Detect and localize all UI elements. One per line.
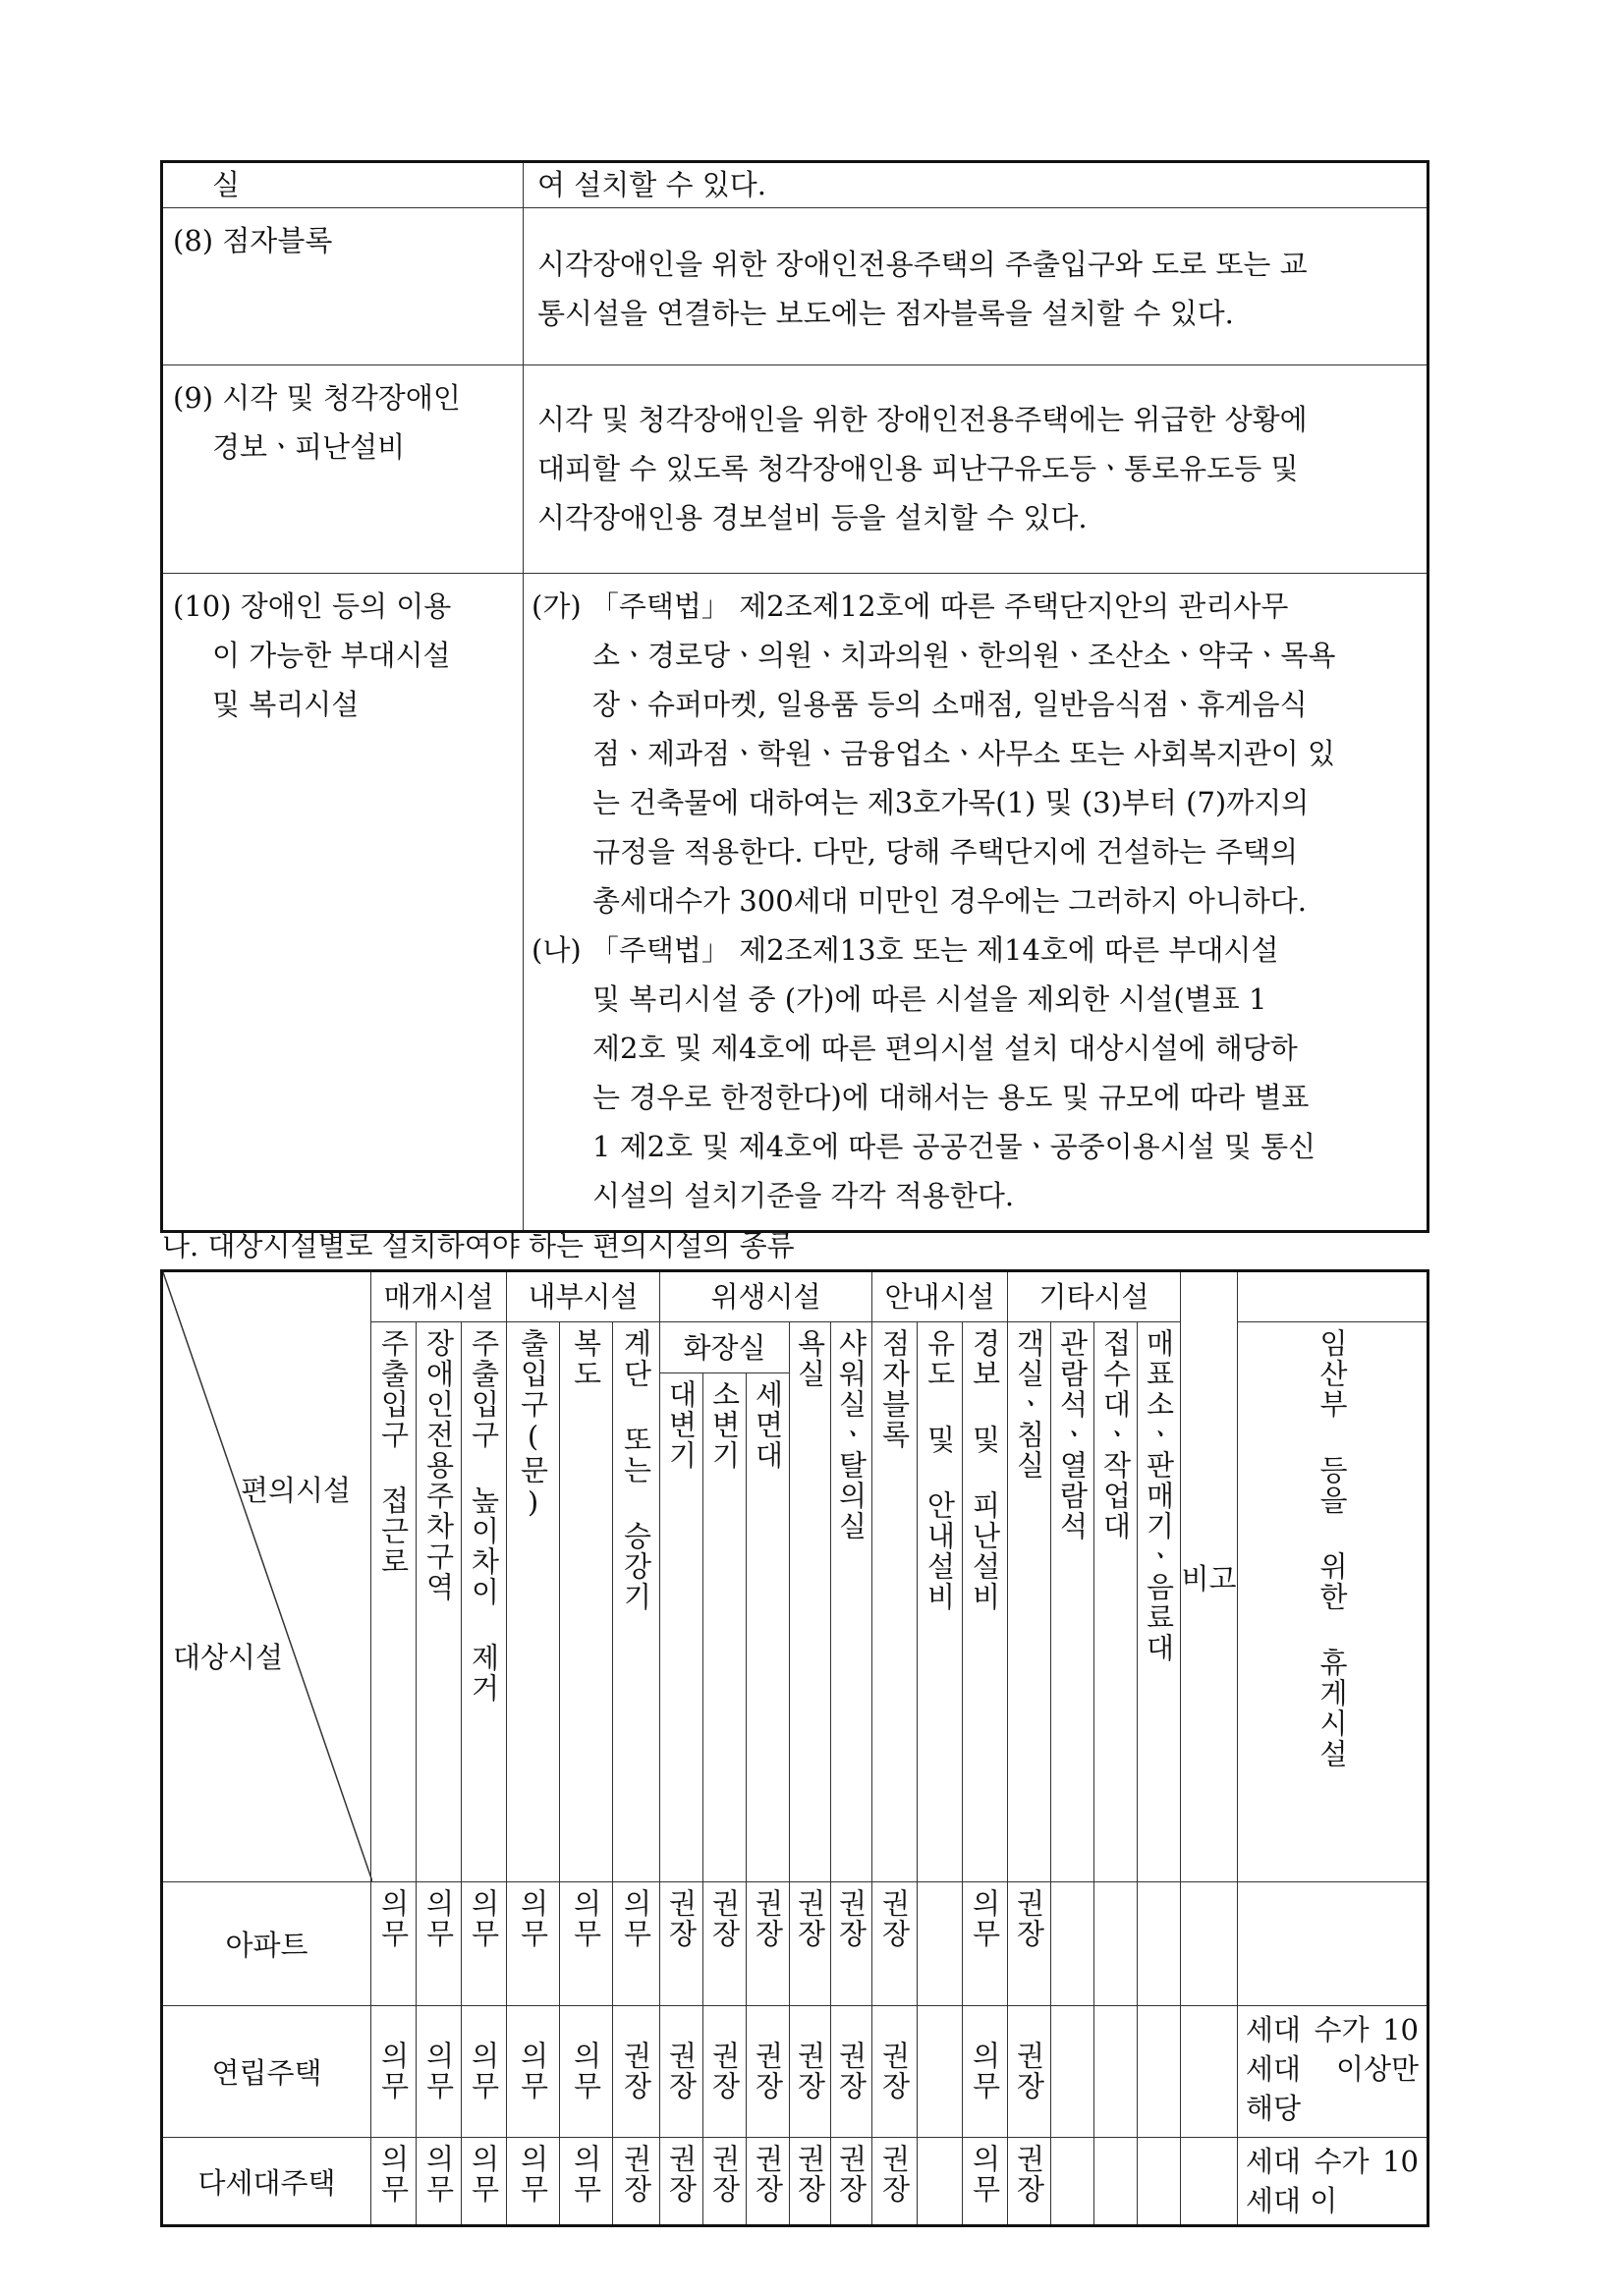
cell [1181, 2138, 1238, 2226]
cell: 권장 [872, 2138, 918, 2226]
group-header: 위생시설 [660, 1271, 872, 1322]
cell: 의무 [371, 1882, 417, 2006]
cell [918, 2006, 963, 2138]
cell [1051, 2006, 1094, 2138]
cell [1051, 1882, 1094, 2006]
cell: 의무 [417, 2138, 462, 2226]
cell [1181, 1882, 1238, 2006]
cell: 권장 [660, 2006, 703, 2138]
col-header: 계단 또는 승강기 [613, 1322, 660, 1882]
cell: 권장 [1008, 1882, 1051, 2006]
row-content [524, 162, 1428, 208]
cell: 의무 [507, 2138, 560, 2226]
col-header: 샤워실ㆍ탈의실 [831, 1322, 872, 1882]
row-label [162, 208, 524, 365]
cell: 의무 [507, 2006, 560, 2138]
cell: 권장 [790, 1882, 831, 2006]
content-line: 총세대수가 300세대 미만인 경우에는 그러하지 아니하다. [592, 884, 1307, 918]
cell: 의무 [462, 1882, 507, 2006]
label-line: 실 [212, 168, 241, 201]
content-line: 대피할 수 있도록 청각장애인용 피난구유도등ㆍ통로유도등 및 [537, 452, 1299, 485]
row-name: 아파트 [162, 1882, 371, 2006]
remark-header [1181, 1271, 1238, 1882]
row-label [162, 574, 524, 1232]
label-line: 이 가능한 부대시설 [212, 639, 451, 672]
col-header: 출입구(문) [507, 1322, 560, 1882]
label-line: (8) 점자블록 [173, 224, 333, 257]
cell: 권장 [747, 2006, 790, 2138]
standards-table [160, 160, 1429, 1233]
content-line: 점ㆍ제과점ㆍ학원ㆍ금융업소ㆍ사무소 또는 사회복지관이 있 [592, 737, 1336, 770]
cell: 의무 [371, 2138, 417, 2226]
cell: 권장 [831, 1882, 872, 2006]
row-name: 다세대주택 [162, 2138, 371, 2226]
group-header: 내부시설 [507, 1271, 660, 1322]
header-row-groups [162, 1271, 1428, 1322]
col-header: 소변기 [703, 1373, 747, 1882]
col-header: 점자블록 [872, 1322, 918, 1882]
diag-bottom-label: 대상시설 [173, 1641, 284, 1674]
cell [1094, 2006, 1138, 2138]
content-line: 시설의 설치기준을 각각 적용한다. [592, 1179, 1015, 1212]
cell: 권장 [703, 2006, 747, 2138]
cell: 권장 [831, 2006, 872, 2138]
cell: 의무 [371, 2006, 417, 2138]
col-header: 복도 [560, 1322, 613, 1882]
cell: 의무 [417, 1882, 462, 2006]
cell [1181, 2006, 1238, 2138]
cell [1138, 2138, 1181, 2226]
cell: 의무 [417, 2006, 462, 2138]
cell: 의무 [462, 2138, 507, 2226]
content-line: 여 설치할 수 있다. [537, 168, 766, 201]
cell: 의무 [963, 1882, 1008, 2006]
label-line: 경보ㆍ피난설비 [212, 430, 406, 464]
cell: 권장 [1008, 2006, 1051, 2138]
content-line: 통시설을 연결하는 보도에는 점자블록을 설치할 수 있다. [537, 297, 1234, 330]
content-line: 장ㆍ슈퍼마켓, 일용품 등의 소매점, 일반음식점ㆍ휴게음식 [592, 688, 1308, 721]
cell: 권장 [872, 2006, 918, 2138]
cell: 권장 [703, 1882, 747, 2006]
label-line: (10) 장애인 등의 이용 [173, 589, 452, 623]
cell: 의무 [963, 2138, 1008, 2226]
col-header: 임산부 등을 위한 휴게시설 [1238, 1322, 1428, 1882]
col-header: 장애인전용주차구역 [417, 1322, 462, 1882]
col-header: 매표소ㆍ판매기ㆍ음료대 [1138, 1322, 1181, 1882]
diag-top-label: 편의시설 [240, 1474, 351, 1507]
label-line: (9) 시각 및 청각장애인 [173, 381, 461, 415]
row-name: 연립주택 [162, 2006, 371, 2138]
col-header: 욕실 [790, 1322, 831, 1882]
diagonal-header-cell [162, 1271, 371, 1882]
cell: 권장 [660, 2138, 703, 2226]
remark-label: 비고 [1181, 1561, 1237, 1596]
cell: 권장 [747, 2138, 790, 2226]
label-line: 및 복리시설 [212, 688, 360, 721]
row-content [524, 574, 1428, 1232]
cell [1094, 2138, 1138, 2226]
table-row [162, 365, 1428, 574]
facility-table [160, 1269, 1429, 2227]
content-line: 는 건축물에 대하여는 제3호가목(1) 및 (3)부터 (7)까지의 [592, 786, 1310, 819]
table-row [162, 208, 1428, 365]
col-header: 관람석ㆍ열람석 [1051, 1322, 1094, 1882]
cell: 권장 [1008, 2138, 1051, 2226]
cell: 의무 [560, 2138, 613, 2226]
col-header: 세면대 [747, 1373, 790, 1882]
col-header: 접수대ㆍ작업대 [1094, 1322, 1138, 1882]
content-line: 및 복리시설 중 (가)에 따른 시설을 제외한 시설(별표 1 [592, 982, 1267, 1016]
cell: 의무 [613, 1882, 660, 2006]
remark-cell: 세대 수가 10세대 이상만 해당 [1238, 2006, 1428, 2138]
cell: 권장 [872, 1882, 918, 2006]
table-row [162, 1882, 1428, 2006]
clause-a [532, 582, 1419, 925]
cell [918, 2138, 963, 2226]
cell: 권장 [613, 2006, 660, 2138]
cell: 권장 [703, 2138, 747, 2226]
cell [1138, 2006, 1181, 2138]
cell: 권장 [613, 2138, 660, 2226]
cell: 권장 [790, 2138, 831, 2226]
diagonal-line [163, 1272, 372, 1881]
col-header: 주출입구 접근로 [371, 1322, 417, 1882]
content-line: 1 제2호 및 제4호에 따른 공공건물ㆍ공중이용시설 및 통신 [592, 1130, 1316, 1163]
cell [1138, 1882, 1181, 2006]
clause-b [532, 925, 1419, 1220]
cell: 권장 [660, 1882, 703, 2006]
content-line: 규정을 적용한다. 다만, 당해 주택단지에 건설하는 주택의 [592, 835, 1299, 868]
group-header: 안내시설 [872, 1271, 1008, 1322]
col-header: 주출입구 높이차이 제거 [462, 1322, 507, 1882]
group-header: 매개시설 [371, 1271, 507, 1322]
cell [1094, 1882, 1138, 2006]
col-header: 유도 및 안내설비 [918, 1322, 963, 1882]
cell: 의무 [963, 2006, 1008, 2138]
row-label [162, 162, 524, 208]
section-caption: 나. 대상시설별로 설치하여야 하는 편의시설의 종류 [162, 1229, 795, 1262]
cell: 의무 [560, 2006, 613, 2138]
row-content [524, 365, 1428, 574]
table-row [162, 2006, 1428, 2138]
toilet-header: 화장실 [660, 1322, 790, 1373]
remark-cell: 세대 수가 10세대 이 [1238, 2138, 1428, 2226]
row-label [162, 365, 524, 574]
col-header: 객실ㆍ침실 [1008, 1322, 1051, 1882]
remark-cell [1238, 1882, 1428, 2006]
table-row [162, 162, 1428, 208]
content-line: 시각 및 청각장애인을 위한 장애인전용주택에는 위급한 상황에 [537, 403, 1308, 436]
col-header: 경보 및 피난설비 [963, 1322, 1008, 1882]
content-line: (나) 「주택법」 제2조제13호 또는 제14호에 따른 부대시설 [532, 933, 1279, 967]
content-line: (가) 「주택법」 제2조제12호에 따른 주택단지안의 관리사무 [532, 589, 1289, 623]
cell: 권장 [747, 1882, 790, 2006]
content-line: 제2호 및 제4호에 따른 편의시설 설치 대상시설에 해당하 [592, 1032, 1298, 1065]
content-line: 는 경우로 한정한다)에 대해서는 용도 및 규모에 따라 별표 [592, 1081, 1310, 1114]
content-line: 소ㆍ경로당ㆍ의원ㆍ치과의원ㆍ한의원ㆍ조산소ㆍ약국ㆍ목욕 [592, 639, 1336, 672]
table-row [162, 2138, 1428, 2226]
col-header: 대변기 [660, 1373, 703, 1882]
cell [918, 1882, 963, 2006]
cell: 의무 [507, 1882, 560, 2006]
cell: 권장 [790, 2006, 831, 2138]
table-row [162, 574, 1428, 1232]
content-line: 시각장애인용 경보설비 등을 설치할 수 있다. [537, 501, 1088, 534]
cell: 의무 [560, 1882, 613, 2006]
group-header: 기타시설 [1008, 1271, 1181, 1322]
content-line: 시각장애인을 위한 장애인전용주택의 주출입구와 도로 또는 교 [537, 248, 1308, 281]
cell: 권장 [831, 2138, 872, 2226]
row-content [524, 208, 1428, 365]
cell: 의무 [462, 2006, 507, 2138]
cell [1051, 2138, 1094, 2226]
